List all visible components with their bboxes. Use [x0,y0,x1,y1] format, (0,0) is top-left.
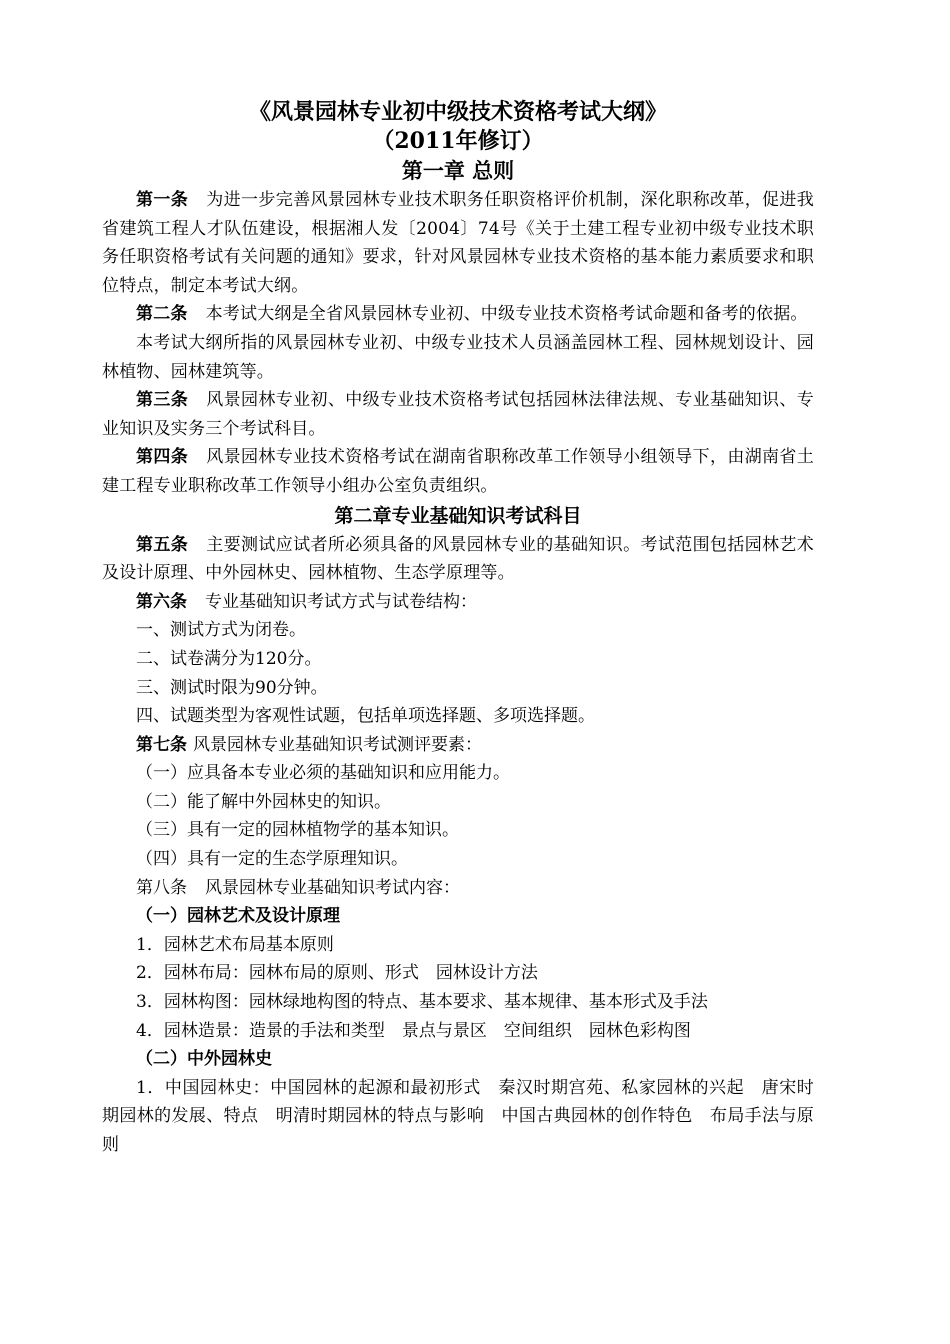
document-body [102,98,814,1160]
article-8-label: 第八条 [136,877,187,898]
document-subtitle: （2011年修订） [372,128,544,154]
article-7-item: （一）应具备本专业必须的基础知识和应用能力。 [136,763,510,784]
document-title: 《风景园林专业初中级技术资格考试大纲》 [248,99,667,125]
article-6-label: 第六条 [136,591,187,612]
article-7-item: （二）能了解中外园林史的知识。 [136,791,391,812]
section-1-heading: （一）园林艺术及设计原理 [136,906,340,927]
article-8-text: 风景园林专业基础知识考试内容： [205,877,460,898]
article-6-item: 四、试题类型为客观性试题，包括单项选择题、多项选择题。 [136,706,595,727]
article-3-text: 风景园林专业初、中级专业技术资格考试包括园林法律法规、专业基础知识、专业知识及实务三个考试科目。 [102,390,814,439]
article-5-label: 第五条 [136,534,189,555]
article-7 [102,731,814,760]
article-6-item: 一、测试方式为闭卷。 [136,620,306,641]
article-7-item: （三）具有一定的园林植物学的基本知识。 [136,820,459,841]
article-7-label: 第七条 [136,734,187,755]
article-3 [102,386,814,443]
article-4-text: 风景园林专业技术资格考试在湖南省职称改革工作领导小组领导下，由湖南省土建工程专业职称改革工作领导小组办公室负责组织。 [102,447,814,496]
article-1-text: 为进一步完善风景园林专业技术职务任职资格评价机制，深化职称改革，促进我省建筑工程人才队伍建设，根据湘人发〔2004〕74号《关于土建工程专业初中级专业技术职务任职资格考试有关问题的通知》要求，针对风景园林专业技术资格的基本能力素质要求和职位特点，制定本考试大纲。 [102,190,814,296]
article-2-label: 第二条 [136,304,188,325]
section-1-item: 2．园林布局：园林布局的原则、形式 园林设计方法 [136,963,538,984]
article-6-text: 专业基础知识考试方式与试卷结构： [205,591,477,612]
chapter-2-heading: 第二章专业基础知识考试科目 [334,504,582,527]
article-1-label: 第一条 [136,190,189,210]
article-8 [102,874,814,903]
section-1-item: 3．园林构图：园林绿地构图的特点、基本要求、基本规律、基本形式及手法 [136,992,708,1013]
article-4 [102,443,814,500]
article-2-note: 本考试大纲所指的风景园林专业初、中级专业技术人员涵盖园林工程、园林规划设计、园林植物、园林建筑等。 [102,332,814,382]
article-7-item: （四）具有一定的生态学原理知识。 [136,849,408,870]
article-6-item: 二、试卷满分为120分。 [136,648,322,669]
chapter-1-heading: 第一章 总则 [401,158,515,183]
section-1-item: 4．园林造景：造景的手法和类型 景点与景区 空间组织 园林色彩构图 [136,1020,691,1041]
article-4-label: 第四条 [136,447,189,468]
article-3-label: 第三条 [136,390,189,411]
article-2-text: 本考试大纲是全省风景园林专业初、中级专业技术资格考试命题和备考的依据。 [205,304,808,325]
section-2-item: 1．中国园林史：中国园林的起源和最初形式 秦汉时期宫苑、私家园林的兴起 唐宋时期园林的发展、特点 明清时期园林的特点与影响 中国古典园林的创作特色 布局手法与原则 [102,1077,814,1155]
article-2 [102,300,814,329]
section-1-item: 1．园林艺术布局基本原则 [136,934,334,955]
article-6-item: 三、测试时限为90分钟。 [136,677,328,698]
article-5-text: 主要测试应试者所必须具备的风景园林专业的基础知识。考试范围包括园林艺术及设计原理、中外园林史、园林植物、生态学原理等。 [102,534,814,584]
article-1 [102,186,814,300]
article-7-text: 风景园林专业基础知识考试测评要素： [193,734,482,755]
article-6 [102,588,814,617]
section-2-heading: （二）中外园林史 [136,1049,272,1070]
article-5 [102,531,814,588]
